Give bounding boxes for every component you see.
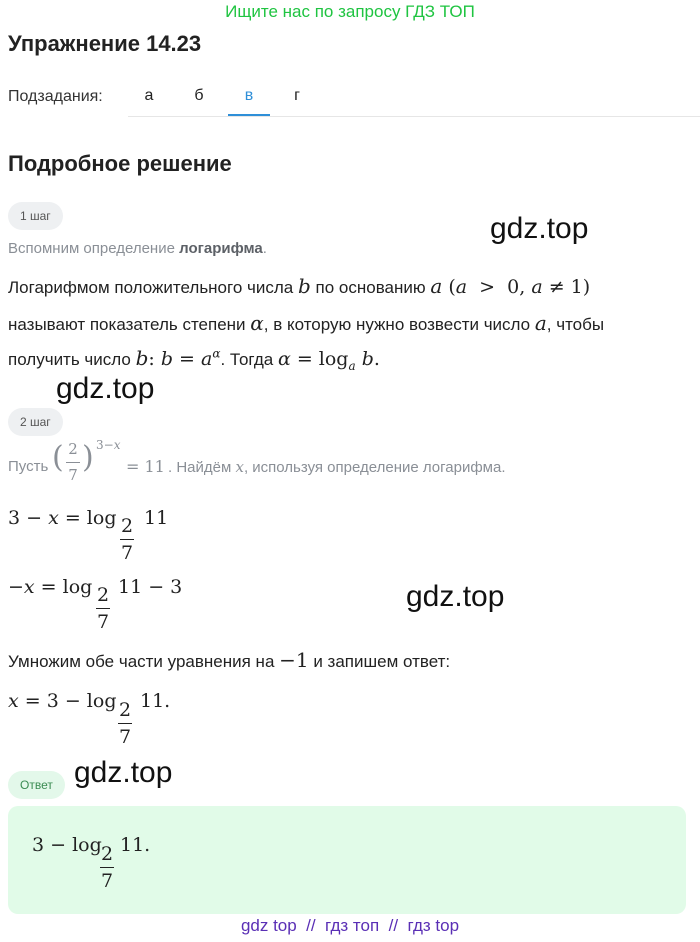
subtask-tabs bbox=[128, 76, 700, 117]
tab-a[interactable]: а bbox=[144, 87, 154, 104]
promo-banner[interactable]: Ищите нас по запросу ГДЗ ТОП bbox=[225, 2, 475, 21]
tab-g[interactable]: г bbox=[294, 87, 300, 104]
definition-line-3: получить число b: $b = a^\alpha$. Тогда $\alpha = \log_a b$. bbox=[8, 346, 380, 373]
answer-box: 3 − log 2 7 11. bbox=[8, 806, 686, 914]
footer-links[interactable]: gdz top // гдз топ // гдз top bbox=[240, 916, 460, 935]
multiply-text: и запишем ответ: bbox=[308, 652, 451, 671]
subtasks-label: Подзадания: bbox=[8, 88, 103, 105]
watermark: gdz.top bbox=[490, 212, 589, 245]
definition-line-2: называют показатель степени α, в которую нужно возвести число a, чтобы bbox=[8, 311, 605, 335]
def-text: по основанию bbox=[310, 278, 431, 297]
hint-end: . bbox=[262, 240, 267, 257]
def-text: , в которую нужно возвести число bbox=[263, 315, 535, 334]
def-text: Логарифмом положительного числа bbox=[8, 278, 298, 297]
step-2-hint: Пусть ( 2 7 ) 3−x = 11 . Найдём x, используя определение логарифма. bbox=[8, 438, 506, 484]
solution-heading: Подробное решение bbox=[8, 151, 232, 176]
watermark: gdz.top bbox=[56, 372, 155, 405]
tab-b[interactable]: б bbox=[194, 87, 204, 104]
def-text: получить число bbox=[8, 350, 136, 369]
step-2-badge: 2 шаг bbox=[8, 408, 63, 436]
multiply-text: Умножим обе части уравнения на bbox=[8, 652, 280, 671]
def-text: называют показатель степени bbox=[8, 315, 251, 334]
answer-badge: Ответ bbox=[8, 771, 65, 799]
def-text: . Тогда bbox=[220, 350, 278, 369]
tab-v[interactable]: в bbox=[228, 76, 270, 116]
def-text: , чтобы bbox=[546, 315, 605, 334]
step-1-badge: 1 шаг bbox=[8, 202, 63, 230]
watermark: gdz.top bbox=[406, 580, 505, 613]
step-1-hint bbox=[8, 240, 267, 257]
multiply-line: Умножим обе части уравнения на −1 и запишем ответ: bbox=[8, 648, 451, 672]
hint-text: Пусть bbox=[8, 458, 49, 475]
watermark: gdz.top bbox=[74, 756, 173, 789]
definition-line-1: Логарифмом положительного числа b по основанию a (a > 0, a ≠ 1) bbox=[8, 274, 591, 298]
hint-text: , используя определение логарифма. bbox=[243, 459, 506, 476]
page-title: Упражнение 14.23 bbox=[8, 31, 202, 56]
hint-text: Вспомним определение bbox=[8, 240, 180, 257]
hint-bold: логарифма bbox=[179, 240, 263, 257]
hint-text: . Найдём bbox=[168, 459, 236, 476]
